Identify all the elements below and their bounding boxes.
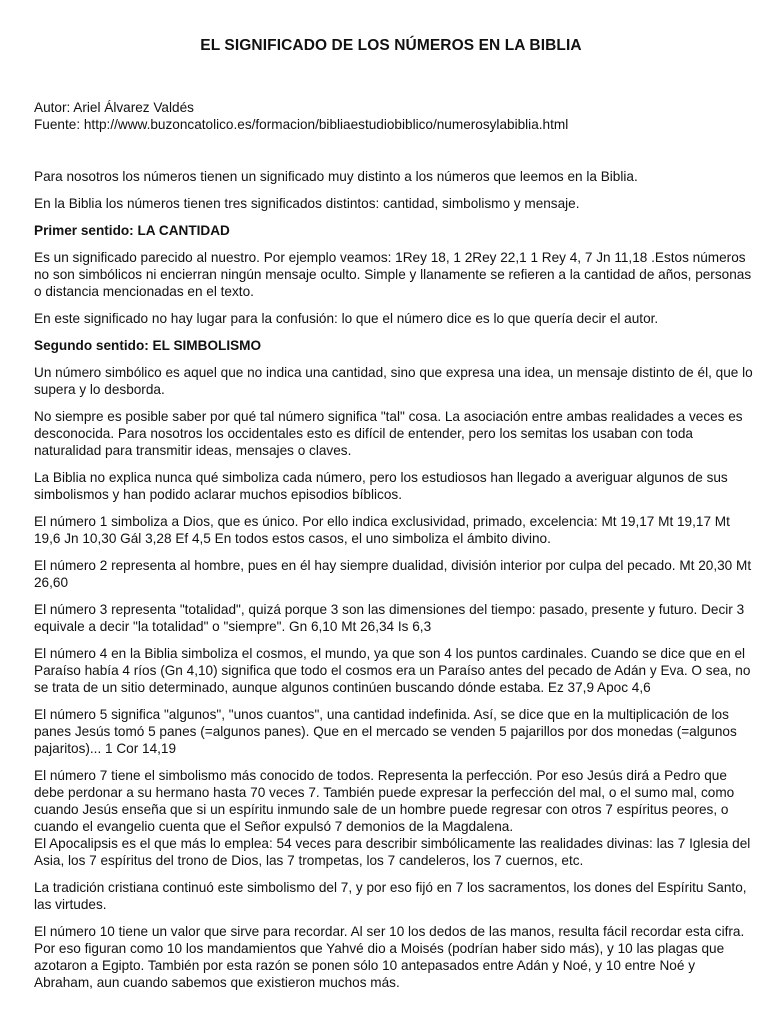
author-line: Autor: Ariel Álvarez Valdés (34, 100, 194, 115)
paragraph-simbolico-def: Un número simbólico es aquel que no indica una cantidad, sino que expresa una idea, un mensaje distinto de él, que lo supera y lo desborda. (34, 365, 753, 397)
document-title: EL SIGNIFICADO DE LOS NÚMEROS EN LA BIBLIA (200, 37, 582, 54)
document-meta (34, 99, 568, 133)
paragraph-numero-2: El número 2 representa al hombre, pues en él hay siempre dualidad, división interior por culpa del pecado. Mt 20,30 Mt 26,60 (34, 558, 752, 590)
paragraph-numero-5: El número 5 significa "algunos", "unos cuantos", una cantidad indefinida. Así, se dice que en la multiplicación de los panes Jesús tomó 5 panes (=algunos panes). Que en el mercado se venden 5 pajarillos por dos monedas (=algunos pajaritos)... 1 Cor 14,19 (34, 707, 737, 756)
section-heading-cantidad: Primer sentido: LA CANTIDAD (34, 223, 230, 238)
paragraph-tradicion: La tradición cristiana continuó este simbolismo del 7, y por eso fijó en 7 los sacramentos, los dones del Espíritu Santo, las virtudes. (34, 880, 747, 912)
paragraph-asociacion: No siempre es posible saber por qué tal número significa "tal" cosa. La asociación entre ambas realidades a veces es desconocida. Para nosotros los occidentales esto es difícil de entender, pero los semitas los usaban con toda naturalidad para transmitir ideas, mensajes o claves. (34, 409, 743, 458)
document-body (34, 168, 754, 1001)
paragraph-numero-10: El número 10 tiene un valor que sirve para recordar. Al ser 10 los dedos de las manos, resulta fácil recordar esta cifra. Por eso figuran como 10 los mandamientos que Yahvé dio a Moisés (podrían haber sido más), y 10 las plagas que azotaron a Egipto. También por esta razón se ponen sólo 10 antepasados entre Adán y Noé, y 10 entre Noé y Abraham, aun cuando sabemos que existieron muchos más. (34, 924, 745, 990)
paragraph-intro: Para nosotros los números tienen un significado muy distinto a los números que leemos en la Biblia. (34, 169, 638, 184)
paragraph-numero-3: El número 3 representa "totalidad", quizá porque 3 son las dimensiones del tiempo: pasado, presente y futuro. Decir 3 equivale a decir "la totalidad" o "siempre". Gn 6,10 Mt 26,34 Is 6,3 (34, 602, 745, 634)
paragraph-apocalipsis: El Apocalipsis es el que más lo emplea: 54 veces para describir simbólicamente las realidades divinas: las 7 Iglesia del Asia, los 7 espíritus del trono de Dios, las 7 trompetas, los 7 candeleros, los 7 cuernos, etc. (34, 836, 751, 868)
paragraph-numero-7: El número 7 tiene el simbolismo más conocido de todos. Representa la perfección. Por eso Jesús dirá a Pedro que debe perdonar a su hermano hasta 70 veces 7. También puede expresar la perfección del mal, o el sumo mal, como cuando Jesús enseña que si un espíritu inmundo sale de un hombre puede regresar con otros 7 espíritus peores, o cuando el evangelio cuenta que el Señor expulsó 7 demonios de la Magdalena. (34, 768, 735, 834)
paragraph-numero-4: El número 4 en la Biblia simboliza el cosmos, el mundo, ya que son 4 los puntos cardinales. Cuando se dice que en el Paraíso había 4 ríos (Gn 4,10) significa que todo el cosmos era un Paraíso antes del pecado de Adán y Eva. O sea, no se trata de un sitio determinado, aunque algunos continúen buscando dónde estaba. Ez 37,9 Apoc 4,6 (34, 646, 751, 695)
source-line: Fuente: http://www.buzoncatolico.es/formacion/bibliaestudiobiblico/numerosylabiblia.html (34, 117, 569, 132)
paragraph-three-meanings: En la Biblia los números tienen tres significados distintos: cantidad, simbolismo y mensaje. (34, 196, 580, 211)
paragraph-estudiosos: La Biblia no explica nunca qué simboliza cada número, pero los estudiosos han llegado a averiguar algunos de sus simbolismos y han podido aclarar muchos episodios bíblicos. (34, 470, 728, 502)
section-heading-simbolismo: Segundo sentido: EL SIMBOLISMO (34, 338, 262, 353)
paragraph-numero-1: El número 1 simboliza a Dios, que es único. Por ello indica exclusividad, primado, excelencia: Mt 19,17 Mt 19,17 Mt 19,6 Jn 10,30 Gál 3,28 Ef 4,5 En todos estos casos, el uno simboliza el ámbito divino. (34, 514, 730, 546)
paragraph-cantidad-confusion: En este significado no hay lugar para la confusión: lo que el número dice es lo que quería decir el autor. (34, 311, 659, 326)
paragraph-cantidad: Es un significado parecido al nuestro. Por ejemplo veamos: 1Rey 18, 1 2Rey 22,1 1 Rey 4, 7 Jn 11,18 .Estos números no son simbólicos ni encierran ningún mensaje oculto. Simple y llanamente se refieren a la cantidad de años, personas o distancia mencionadas en el texto. (34, 250, 752, 299)
